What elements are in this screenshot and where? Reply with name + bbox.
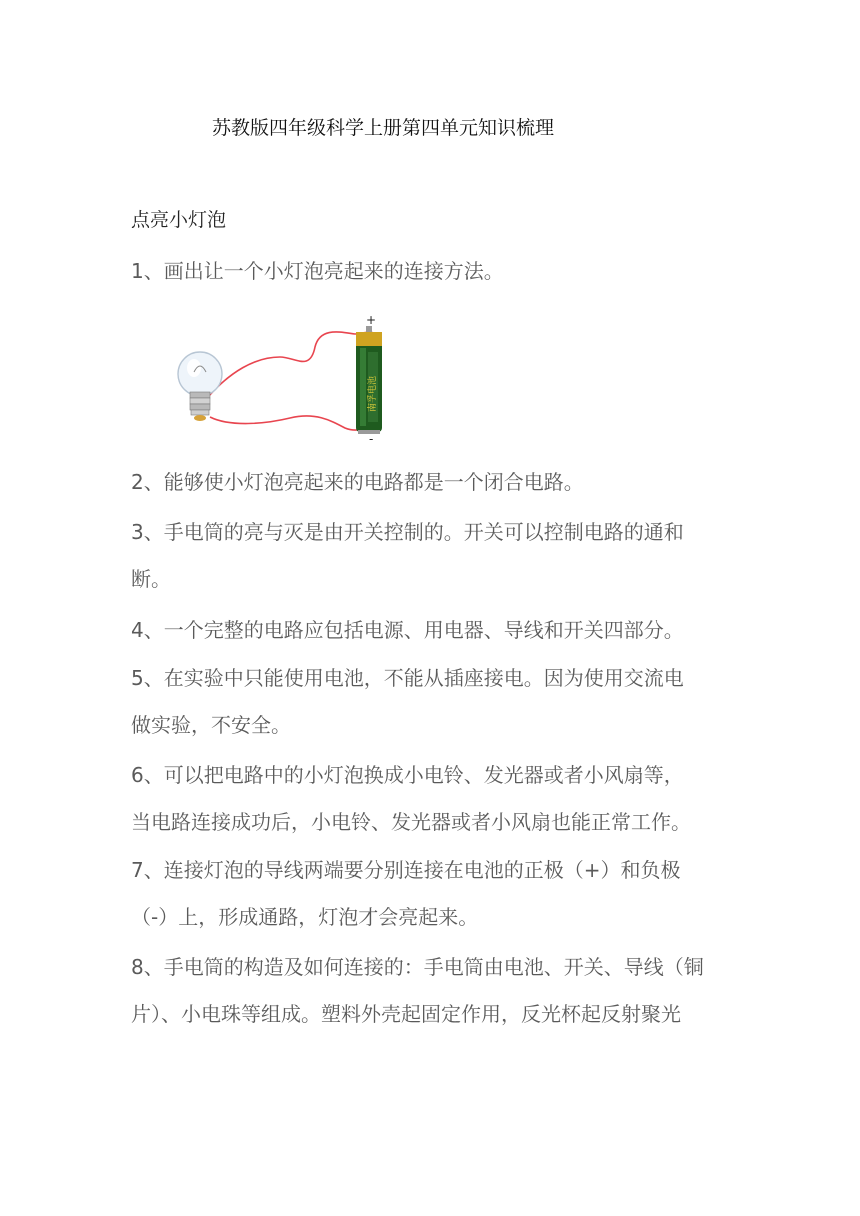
text-line: 做实验，不安全。 [131,713,291,737]
text-line: 3、手电筒的亮与灭是由开关控制的。开关可以控制电路的通和 [131,520,684,544]
document-title: 苏教版四年级科学上册第四单元知识梳理 [212,117,555,139]
text-line: 5、在实验中只能使用电池，不能从插座接电。因为使用交流电 [131,666,684,690]
text-line: （-）上，形成通路，灯泡才会亮起来。 [131,905,479,929]
plus-sign: + [366,313,377,327]
text-line: 当电路连接成功后，小电铃、发光器或者小风扇也能正常工作。 [131,810,691,834]
text-line: 6、可以把电路中的小灯泡换成小电铃、发光器或者小风扇等， [131,763,684,787]
text-line: 7、连接灯泡的导线两端要分别连接在电池的正极（+）和负极 [131,858,681,882]
text-line: 4、一个完整的电路应包括电源、用电器、导线和开关四部分。 [131,618,684,642]
text-line: 8、手电筒的构造及如何连接的：手电筒由电池、开关、导线（铜 [131,955,704,979]
top-wire [208,332,375,397]
section-heading: 点亮小灯泡 [131,209,227,231]
text-line: 1、画出让一个小灯泡亮起来的连接方法。 [131,259,504,283]
battery-icon [356,326,382,434]
circuit-illustration [170,312,400,447]
battery-label: 南孚电池 [368,375,378,412]
minus-sign: - [369,432,374,446]
text-line: 2、能够使小灯泡亮起来的电路都是一个闭合电路。 [131,470,584,494]
text-line: 断。 [131,567,171,591]
text-line: 片）、小电珠等组成。塑料外壳起固定作用，反光杯起反射聚光 [131,1002,681,1026]
bottom-wire [210,416,370,430]
bulb-icon [178,352,222,421]
